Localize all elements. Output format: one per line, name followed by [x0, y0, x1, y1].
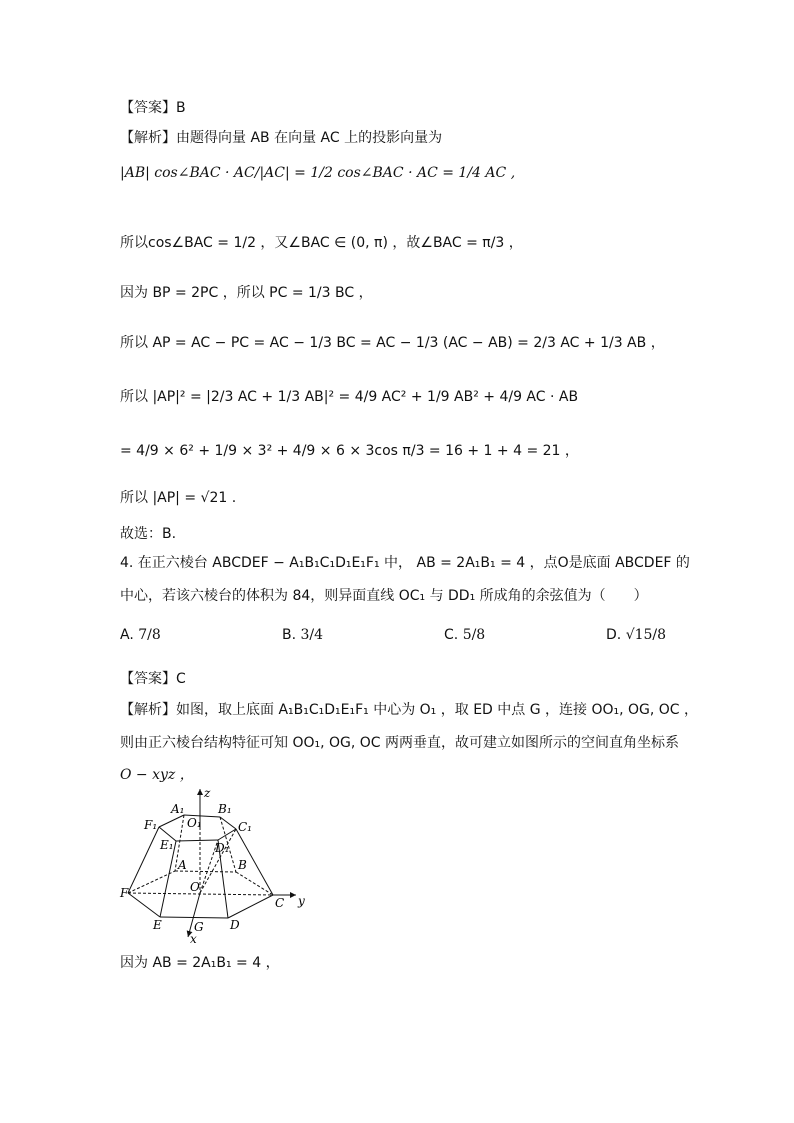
label-f: F — [120, 886, 129, 900]
q4-stem-line1: 4. 在正六棱台 ABCDEF − A₁B₁C₁D₁E₁F₁ 中， AB = 2A₁B₁ = 4 ，点O是底面 ABCDEF 的 — [120, 555, 690, 571]
option-b-value: 3/4 — [300, 627, 324, 643]
label-c1: C₁ — [238, 820, 252, 834]
option-d-label: D. — [606, 627, 622, 643]
label-f1: F₁ — [144, 818, 158, 832]
hidden-oc1 — [200, 829, 236, 893]
frustum-figure — [118, 785, 318, 945]
line-ap-norm: 所以 |AP| = √21 . — [120, 490, 237, 506]
option-a-label: A. — [120, 627, 134, 643]
q4-stem-line2: 中心，若该六棱台的体积为 84，则异面直线 OC₁ 与 DD₁ 所成角的余弦值为（ ） — [120, 588, 648, 604]
answer-tag-q3: 【答案】B — [120, 100, 186, 116]
answer-tag-q4: 【答案】C — [120, 671, 186, 687]
figure-labels — [119, 786, 305, 945]
edge-d-c — [228, 895, 273, 918]
label-b: B — [238, 858, 247, 872]
option-c-label: C. — [444, 627, 459, 643]
edge-f-e — [128, 893, 160, 917]
analysis-tag: 【解析】 — [120, 130, 176, 146]
option-d-value: √15/8 — [625, 627, 667, 643]
label-g: G — [194, 920, 204, 934]
lateral-ff1 — [128, 827, 159, 893]
label-d: D — [230, 918, 240, 932]
hidden-f-a — [128, 871, 175, 893]
label-e1: E₁ — [160, 838, 174, 852]
line-ap-squared: 所以 |AP|² = |2/3 AC + 1/3 AB|² = 4/9 AC² + 1/9 AB² + 4/9 AC · AB — [120, 389, 579, 405]
lateral-ee1 — [160, 841, 176, 917]
q4-last-line: 因为 AB = 2A₁B₁ = 4 ， — [120, 955, 280, 971]
label-o1: O₁ — [187, 816, 202, 830]
label-d1: D₁ — [215, 841, 230, 855]
label-o: O — [190, 880, 200, 894]
edge-f1-a1 — [159, 815, 184, 827]
label-z: z — [204, 786, 211, 800]
edge-b1-c1 — [220, 817, 236, 829]
analysis-intro-text: 由题得向量 AB 在向量 AC 上的投影向量为 — [176, 130, 443, 146]
line-ap-vector: 所以 AP = AC − PC = AC − 1/3 BC = AC − 1/3 (AC − AB) = 2/3 AC + 1/3 AB ， — [120, 335, 665, 351]
label-x: x — [190, 932, 197, 945]
line-cos-angle: 所以cos∠BAC = 1/2 ，又∠BAC ∈ (0, π) ，故∠BAC = π/3 ， — [120, 235, 523, 251]
label-y: y — [298, 894, 305, 908]
analysis-intro-q3 — [120, 127, 442, 147]
option-b-label: B. — [282, 627, 297, 643]
q4-analysis-line1: 【解析】如图，取上底面 A₁B₁C₁D₁E₁F₁ 中心为 O₁ ，取 ED 中点 G ，连接 OO₁, OG, OC ， — [120, 702, 699, 718]
q4-analysis-line3: O − xyz ， — [120, 767, 194, 783]
option-a-value: 7/8 — [138, 627, 161, 643]
option-c — [444, 627, 485, 643]
line-bp-pc: 因为 BP = 2PC ，所以 PC = 1/3 BC ， — [120, 285, 373, 301]
label-c: C — [275, 896, 285, 910]
option-c-value: 5/8 — [462, 627, 486, 643]
option-a — [120, 627, 161, 643]
line-ap-squared-value: = 4/9 × 6² + 1/9 × 3² + 4/9 × 6 × 3cos π/3 = 16 + 1 + 4 = 21 ， — [120, 443, 579, 459]
label-a: A — [178, 858, 187, 872]
edge-d1-e1 — [176, 840, 218, 841]
hidden-fc — [128, 893, 273, 895]
option-d — [606, 627, 666, 643]
conclusion-q3: 故选：B. — [120, 526, 177, 542]
formula-projection: |AB| cos∠BAC · AC/|AC| = 1/2 cos∠BAC · AC = 1/4 AC , — [120, 165, 516, 181]
hidden-b-c — [236, 872, 273, 895]
edge-e-d — [160, 917, 228, 918]
q4-analysis-line2: 则由正六棱台结构特征可知 OO₁, OG, OC 两两垂直，故可建立如图所示的空间直角坐标系 — [120, 735, 680, 751]
label-a1: A₁ — [171, 802, 185, 816]
label-b1: B₁ — [218, 802, 232, 816]
label-e: E — [153, 918, 162, 932]
option-b — [282, 627, 323, 643]
